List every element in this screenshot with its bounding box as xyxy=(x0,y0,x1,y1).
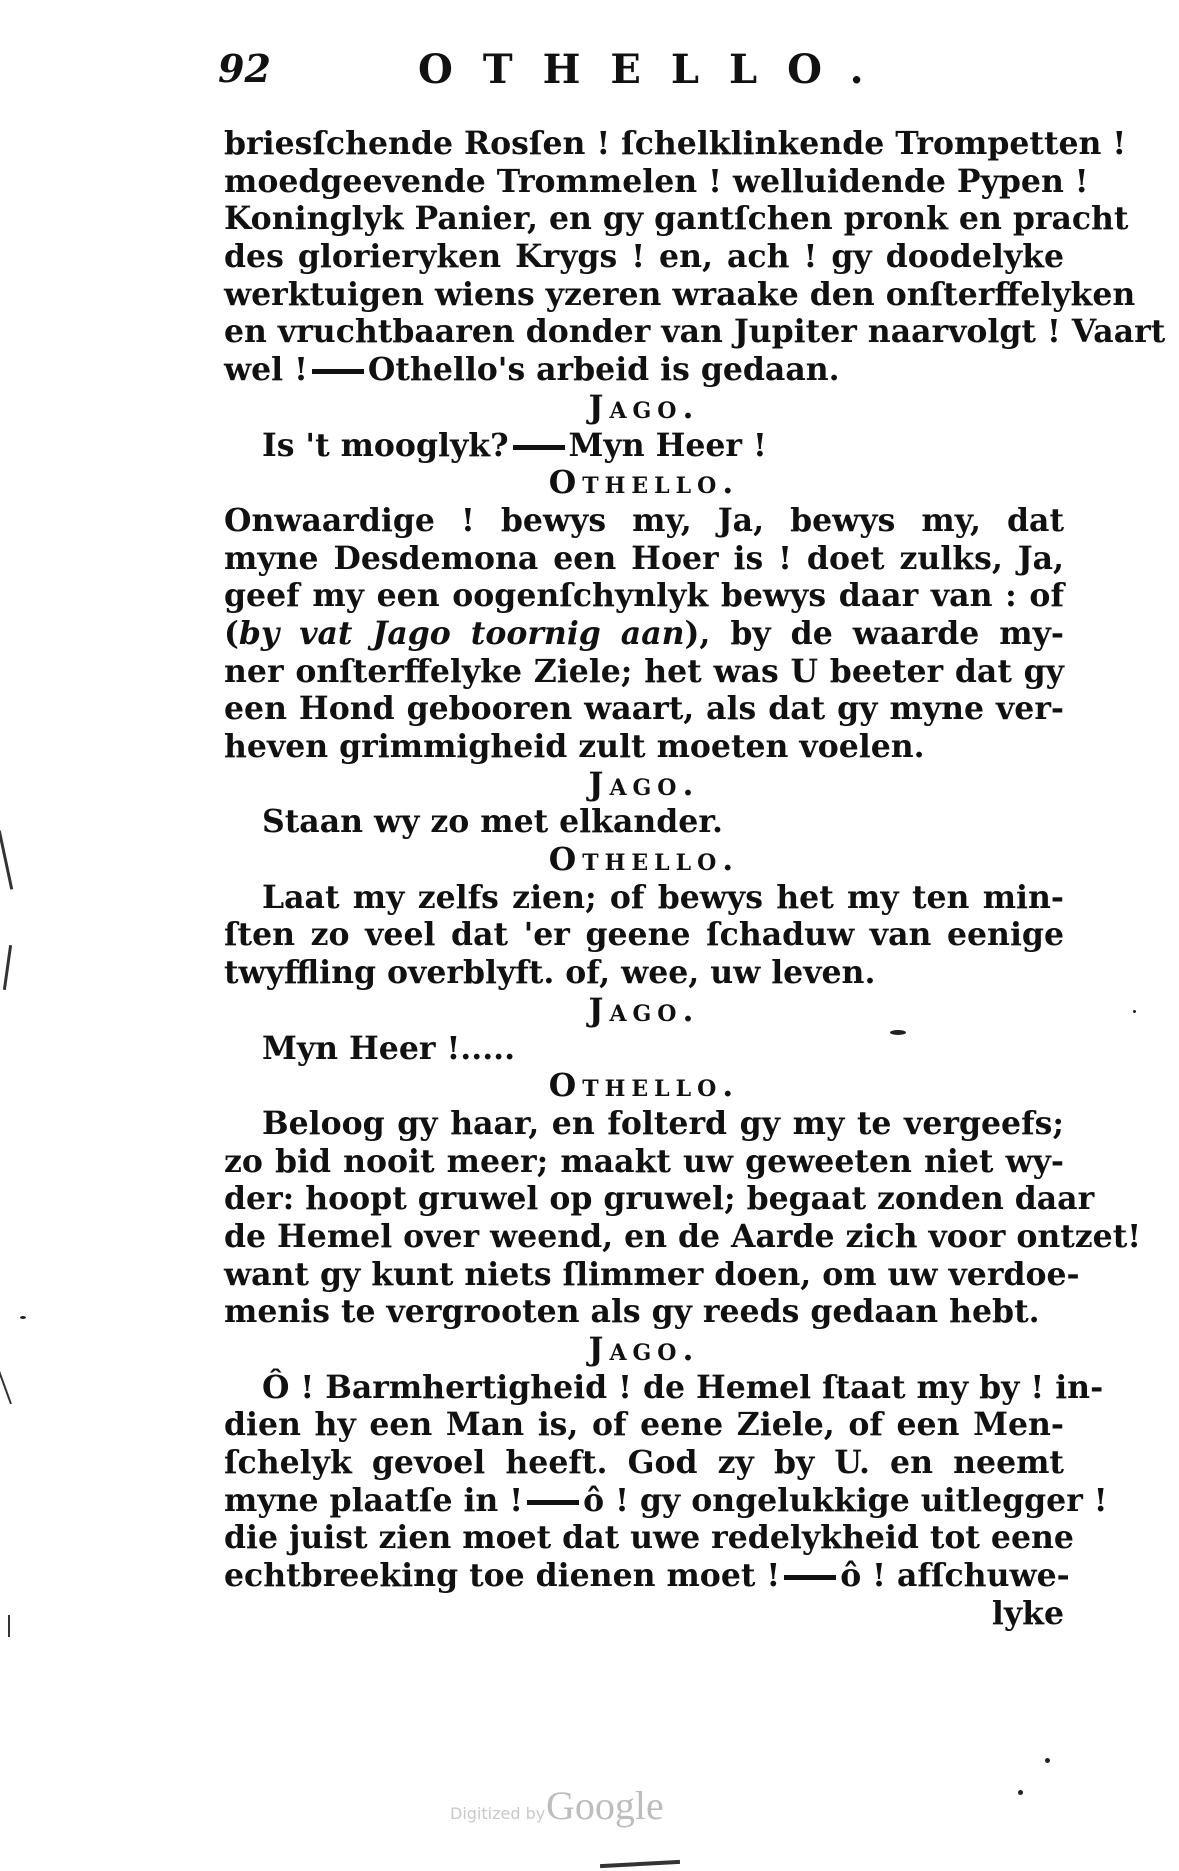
text-line: Staan wy zo met elkander. xyxy=(262,803,724,841)
catchword: lyke xyxy=(991,1594,1064,1632)
text-line: ſchelyk gevoel heeft. God zy by U. en neemt xyxy=(224,1444,1064,1482)
text-line: myne Desdemona een Hoer is ! doet zulks, Ja, xyxy=(224,539,1064,577)
page-edge-mark xyxy=(3,945,12,990)
text-line xyxy=(224,1481,1108,1520)
text-line xyxy=(224,427,1064,465)
text-line: geef my een oogenſchynlyk bewys daar van : of xyxy=(224,577,1064,615)
text-line: een Hond gebooren waart, als dat gy myne ver- xyxy=(224,690,1064,728)
text-line: ner onſterffelyke Ziele; het was U beeter dat gy xyxy=(224,652,1064,690)
stage-direction: by vat Jago toornig aan xyxy=(238,614,685,652)
text-line xyxy=(224,351,1064,389)
text-fragment: echtbreeking toe dienen moet ! xyxy=(224,1557,781,1595)
text-line: heven grimmigheid zult moeten voelen. xyxy=(224,728,925,765)
page-edge-mark xyxy=(600,1860,680,1868)
speaker-name: Othello. xyxy=(548,464,740,502)
text-line: briesſchende Rosſen ! ſchelklinkende Trompetten ! xyxy=(224,125,1127,162)
text-line: want gy kunt niets ſlimmer doen, om uw verdoe- xyxy=(224,1255,1080,1293)
speaker-name: Othello. xyxy=(548,841,740,879)
speaker-name: Jago. xyxy=(588,765,700,803)
text-line: en vruchtbaaren donder van Jupiter naarvolgt ! Vaart xyxy=(224,313,1166,351)
text-line xyxy=(224,1557,1070,1595)
ink-speck xyxy=(1045,1758,1050,1763)
ink-speck xyxy=(20,1316,26,1319)
text-line: zo bid nooit meer; maakt uw geweeten niet wy- xyxy=(224,1142,1064,1180)
page-header xyxy=(218,46,894,96)
text-line: Myn Heer !..... xyxy=(262,1029,516,1067)
page-edge-mark xyxy=(0,830,13,889)
text-line: Koninglyk Panier, en gy gantſchen pronk en pracht xyxy=(224,200,1129,238)
speaker-name: Jago. xyxy=(588,1331,700,1368)
google-logo: Google xyxy=(546,1783,664,1828)
text-fragment: wel ! xyxy=(224,351,308,389)
em-dash xyxy=(312,369,364,374)
play-text xyxy=(224,125,1166,1633)
page-number: 92 xyxy=(218,46,271,91)
em-dash xyxy=(784,1575,836,1580)
text-line: twyffling overblyft. of, wee, uw leven. xyxy=(224,954,876,992)
text-line: dien hy een Man is, of eene Ziele, of een Men- xyxy=(224,1406,1064,1444)
ink-speck xyxy=(1018,1790,1023,1795)
em-dash xyxy=(513,445,565,450)
text-line: Onwaardige ! bewys my, Ja, bewys my, dat xyxy=(224,501,1064,539)
page-edge-mark xyxy=(0,1371,12,1405)
speaker-name: Jago. xyxy=(588,388,700,426)
digitized-by-label: Digitized by xyxy=(450,1804,546,1823)
text-line: Ô ! Barmhertigheid ! de Hemel ſtaat my by ! in- xyxy=(262,1368,1104,1406)
ink-speck xyxy=(1133,1010,1136,1013)
speaker-name: Othello. xyxy=(548,1067,740,1105)
text-line: die juist zien moet dat uwe redelykheid tot eene xyxy=(224,1519,1074,1557)
text-fragment: ( xyxy=(224,614,239,652)
digitization-footer xyxy=(450,1782,750,1832)
text-fragment: ), by de waarde my- xyxy=(684,614,1064,652)
text-fragment: Myn Heer ! xyxy=(568,426,767,464)
text-line: werktuigen wiens yzeren wraake den onſterffelyken xyxy=(224,275,1136,313)
text-line: moedgeevende Trommelen ! welluidende Pypen ! xyxy=(224,162,1089,200)
text-line: Laat my zelfs zien; of bewys het my ten min- xyxy=(262,878,1064,916)
ink-speck xyxy=(890,1030,906,1035)
text-fragment: ô ! afſchuwe- xyxy=(840,1557,1070,1595)
speaker-name: Jago. xyxy=(588,991,700,1029)
text-line xyxy=(224,615,1064,653)
text-fragment: myne plaatſe in ! xyxy=(224,1481,524,1519)
running-title: OTHELLO. xyxy=(418,46,894,93)
text-fragment: ô ! gy ongelukkige uitlegger ! xyxy=(583,1481,1108,1519)
text-line: de Hemel over weend, en de Aarde zich voor ontzet! xyxy=(224,1217,1142,1255)
text-line: des glorieryken Krygs ! en, ach ! gy doodelyke xyxy=(224,238,1064,276)
em-dash xyxy=(527,1500,579,1505)
text-line: Beloog gy haar, en folterd gy my te vergeefs; xyxy=(262,1104,1064,1142)
text-line: ſten zo veel dat 'er geene ſchaduw van eenige xyxy=(224,916,1064,954)
text-fragment: Is 't mooglyk? xyxy=(262,426,509,464)
text-line: der: hoopt gruwel op gruwel; begaat zonden daar xyxy=(224,1180,1095,1218)
page-edge-mark xyxy=(8,1615,10,1637)
text-fragment: Othello's arbeid is gedaan. xyxy=(367,351,840,389)
text-line: menis te vergrooten als gy reeds gedaan hebt. xyxy=(224,1293,1040,1331)
